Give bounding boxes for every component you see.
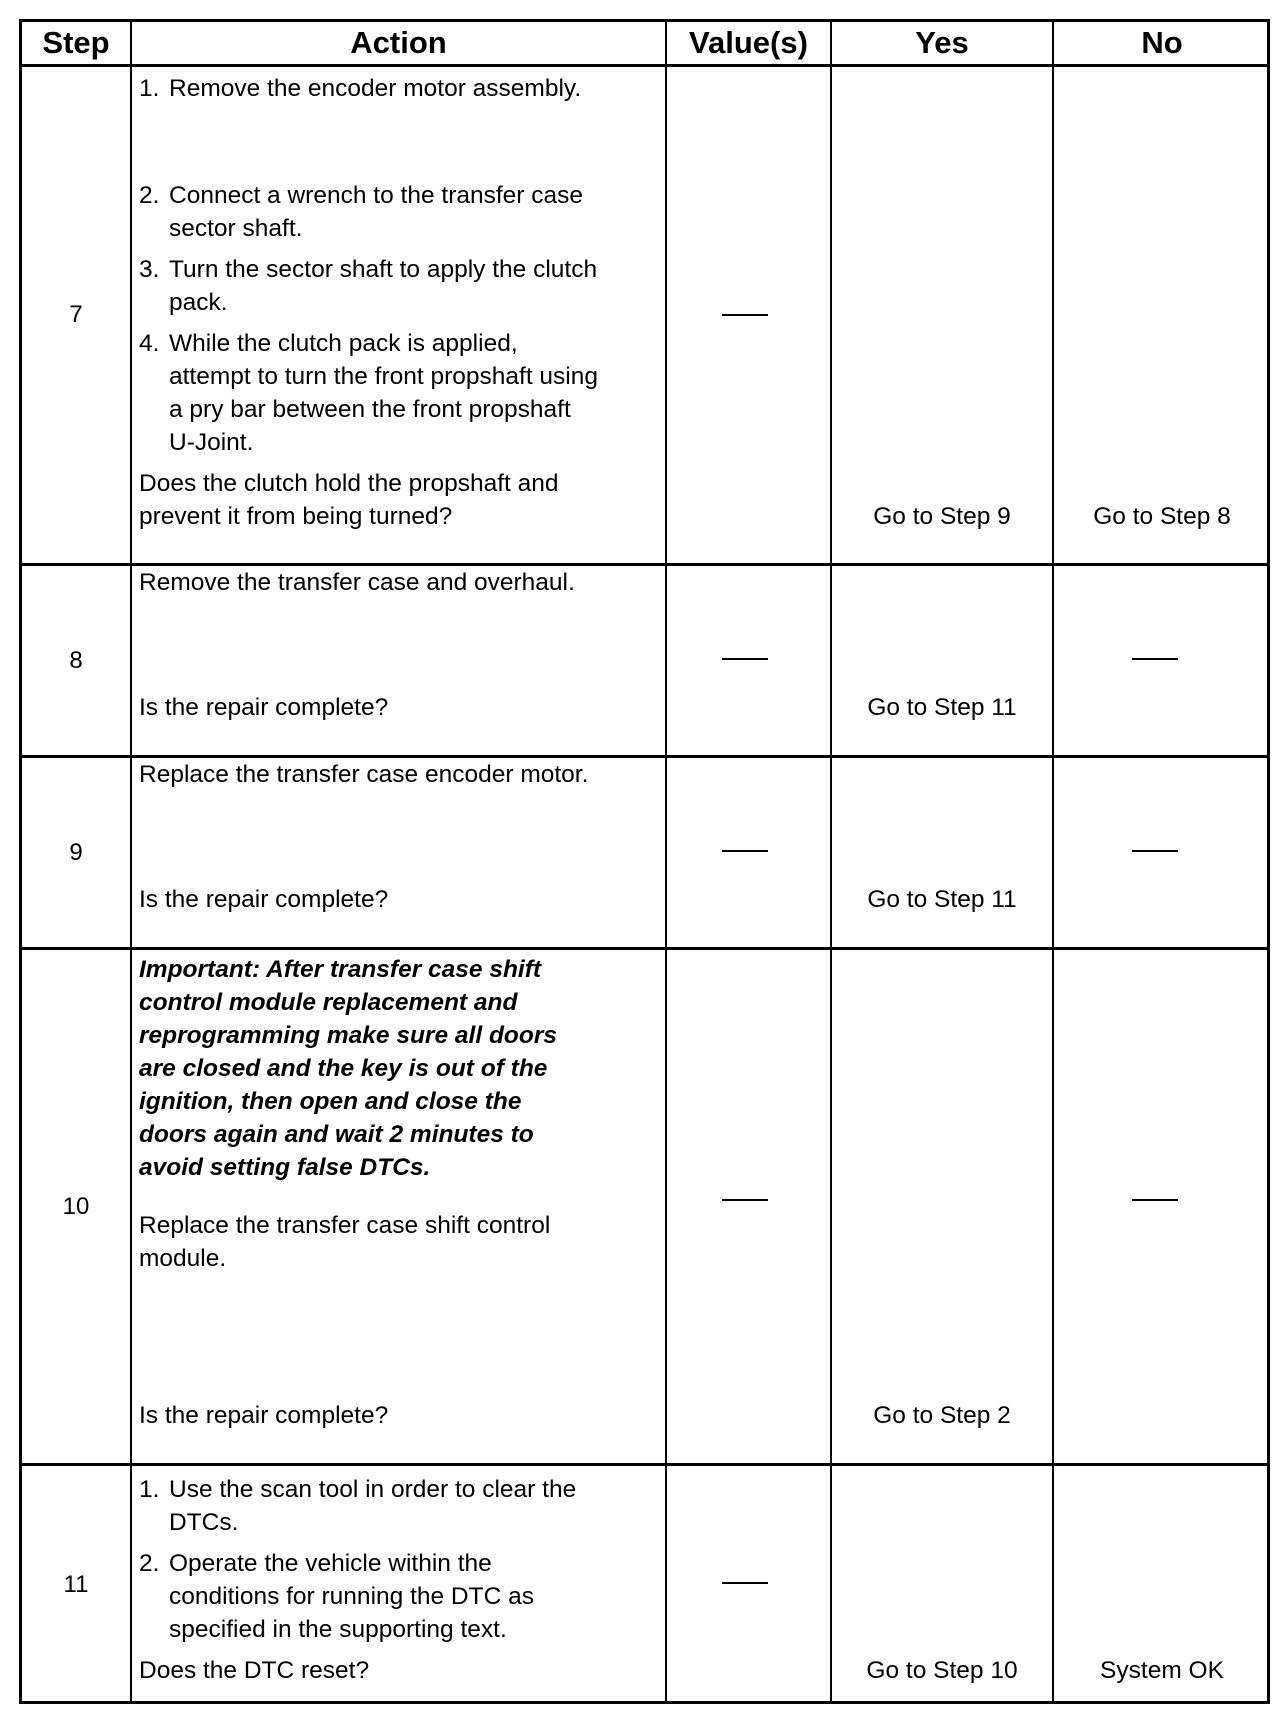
important-line: are closed and the key is out of the bbox=[139, 1055, 548, 1082]
header-divider bbox=[22, 64, 1267, 67]
question-line: Does the DTC reset? bbox=[139, 1657, 370, 1684]
action-line: Replace the transfer case shift control bbox=[139, 1212, 551, 1239]
list-number: 1. bbox=[139, 1476, 160, 1503]
yes-outcome: Go to Step 11 bbox=[867, 694, 1017, 721]
header-yes: Yes bbox=[915, 25, 969, 60]
question-line: Is the repair complete? bbox=[139, 694, 389, 721]
question-line: Is the repair complete? bbox=[139, 886, 389, 913]
column-divider bbox=[665, 22, 667, 1701]
action-line: Connect a wrench to the transfer case bbox=[169, 182, 583, 209]
column-divider bbox=[130, 22, 132, 1701]
action-line: attempt to turn the front propshaft using bbox=[169, 363, 599, 390]
question-line: Does the clutch hold the propshaft and bbox=[139, 470, 559, 497]
action-line: conditions for running the DTC as bbox=[169, 1583, 534, 1610]
column-divider bbox=[1052, 22, 1054, 1701]
row-divider bbox=[22, 947, 1267, 950]
step-number: 9 bbox=[69, 838, 83, 866]
header-no: No bbox=[1141, 25, 1183, 60]
action-line: specified in the supporting text. bbox=[169, 1616, 507, 1643]
action-line: While the clutch pack is applied, bbox=[169, 330, 518, 357]
step-number: 11 bbox=[63, 1571, 89, 1598]
action-line: Operate the vehicle within the bbox=[169, 1550, 492, 1577]
important-line: reprogramming make sure all doors bbox=[139, 1022, 557, 1049]
empty-no-dash bbox=[1132, 850, 1178, 852]
step-number: 10 bbox=[62, 1192, 90, 1220]
yes-outcome: Go to Step 10 bbox=[866, 1657, 1018, 1684]
yes-outcome: Go to Step 9 bbox=[873, 503, 1011, 530]
empty-value-dash bbox=[722, 314, 768, 316]
action-line: U-Joint. bbox=[169, 429, 254, 456]
question-line: prevent it from being turned? bbox=[139, 503, 453, 530]
empty-value-dash bbox=[722, 658, 768, 660]
empty-no-dash bbox=[1132, 658, 1178, 660]
row-divider bbox=[22, 1463, 1267, 1466]
step-number: 7 bbox=[69, 301, 83, 328]
list-number: 3. bbox=[139, 256, 160, 283]
column-divider bbox=[830, 22, 832, 1701]
action-line: DTCs. bbox=[169, 1509, 239, 1536]
action-line: Use the scan tool in order to clear the bbox=[169, 1476, 577, 1503]
yes-outcome: Go to Step 11 bbox=[867, 886, 1017, 913]
important-line: Important: After transfer case shift bbox=[139, 956, 542, 983]
header-step: Step bbox=[42, 25, 110, 60]
action-line: module. bbox=[139, 1245, 227, 1272]
action-line: Remove the transfer case and overhaul. bbox=[139, 569, 575, 596]
important-line: doors again and wait 2 minutes to bbox=[139, 1121, 534, 1148]
important-line: control module replacement and bbox=[139, 989, 518, 1016]
action-line: Replace the transfer case encoder motor. bbox=[139, 761, 589, 788]
important-line: avoid setting false DTCs. bbox=[139, 1154, 431, 1181]
action-line: pack. bbox=[169, 289, 228, 316]
empty-value-dash bbox=[722, 850, 768, 852]
no-outcome: System OK bbox=[1100, 1657, 1224, 1684]
action-line: Turn the sector shaft to apply the clutch bbox=[169, 256, 598, 283]
list-number: 1. bbox=[139, 75, 160, 102]
action-line: a pry bar between the front propshaft bbox=[169, 396, 571, 423]
empty-no-dash bbox=[1132, 1199, 1178, 1201]
action-line: Remove the encoder motor assembly. bbox=[169, 75, 582, 102]
question-line: Is the repair complete? bbox=[139, 1402, 389, 1429]
important-line: ignition, then open and close the bbox=[139, 1088, 522, 1115]
step-number: 8 bbox=[69, 646, 83, 674]
no-outcome: Go to Step 8 bbox=[1093, 503, 1231, 530]
empty-value-dash bbox=[722, 1199, 768, 1201]
action-line: sector shaft. bbox=[169, 215, 303, 242]
header-values: Value(s) bbox=[689, 25, 808, 60]
empty-value-dash bbox=[722, 1582, 768, 1584]
yes-outcome: Go to Step 2 bbox=[873, 1402, 1011, 1429]
header-action: Action bbox=[350, 25, 447, 60]
diagnostic-table bbox=[19, 19, 1270, 1704]
list-number: 2. bbox=[139, 182, 160, 209]
list-number: 4. bbox=[139, 330, 160, 357]
list-number: 2. bbox=[139, 1550, 160, 1577]
